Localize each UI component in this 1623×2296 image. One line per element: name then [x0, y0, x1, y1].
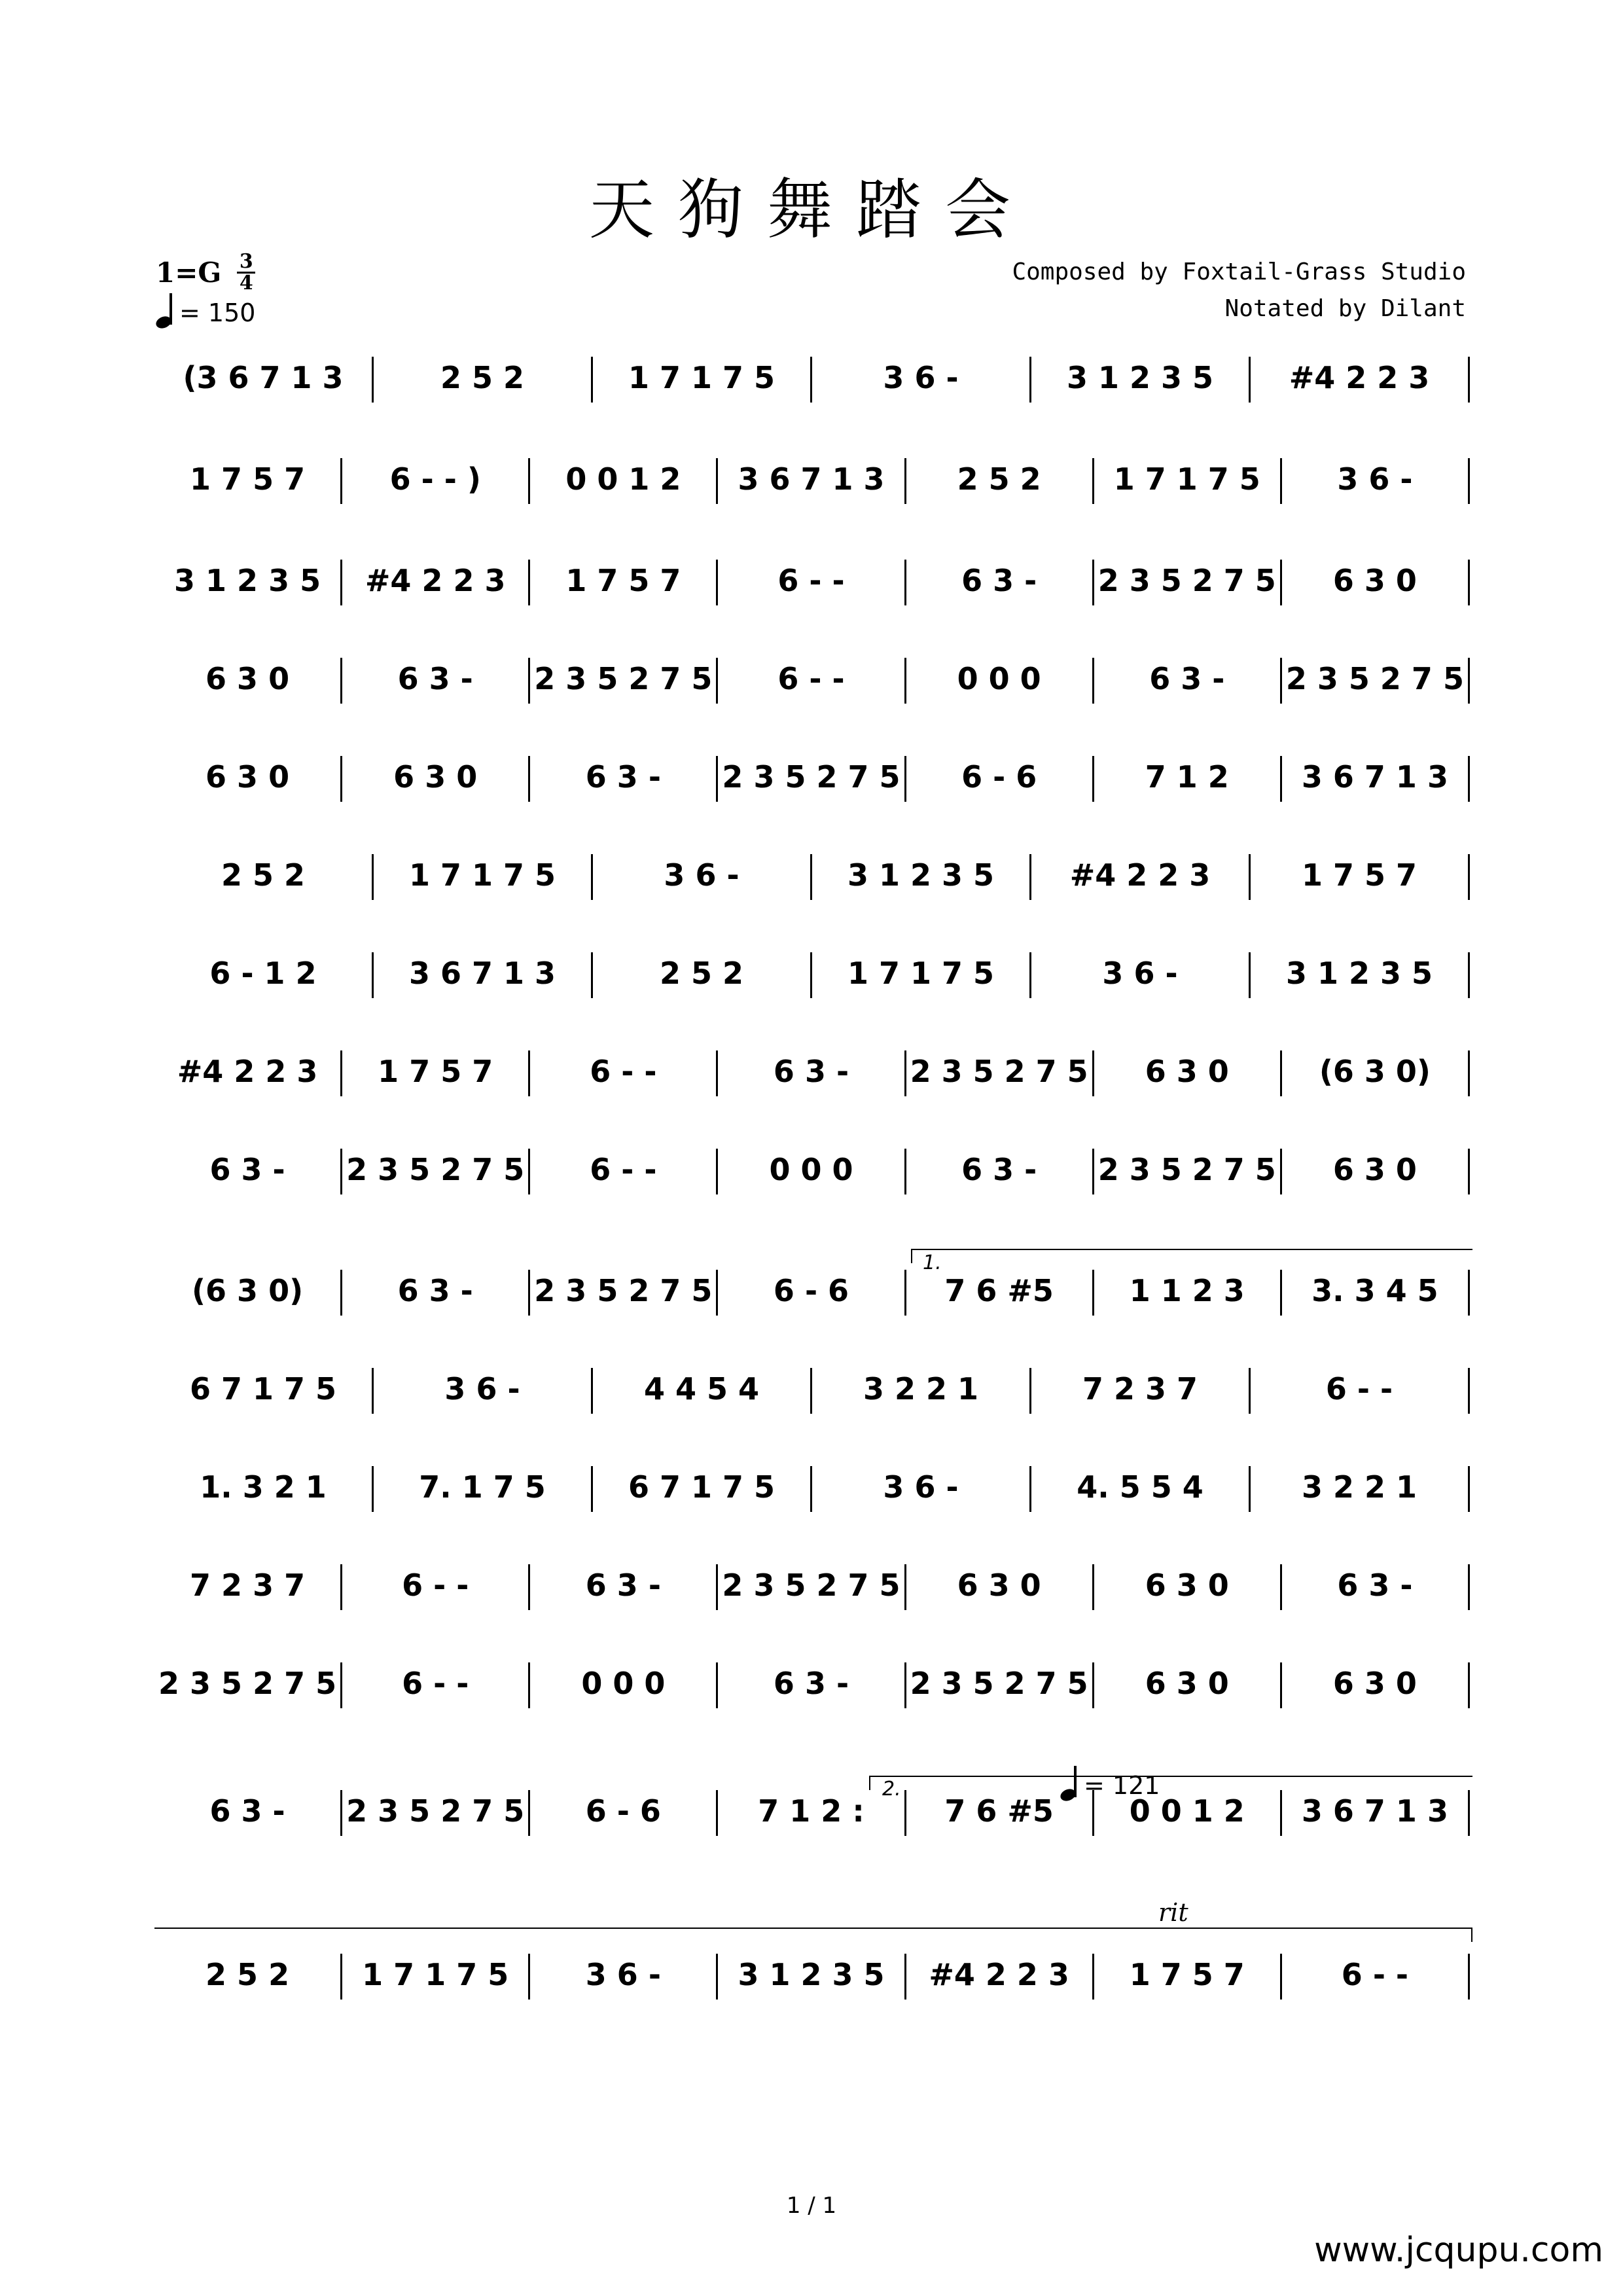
measure-notes: 6 3 0: [1145, 1054, 1229, 1089]
measure: [342, 1790, 530, 1836]
measure: [154, 756, 342, 802]
measure: [530, 1954, 718, 2000]
measure-notes: #4 2 2 3: [1069, 857, 1211, 893]
measure-notes: 1 7 1 7 5: [408, 857, 556, 893]
measure-notes: (6 3 0): [1319, 1054, 1431, 1089]
measure: [718, 1270, 906, 1316]
measure: [1282, 1954, 1470, 2000]
measure-notes: 0 0 1 2: [565, 461, 681, 497]
measure: [342, 1954, 530, 2000]
measure: [1282, 1790, 1470, 1836]
measure: [374, 357, 593, 403]
measure: [906, 1270, 1094, 1316]
key-signature: 1=G: [156, 257, 222, 289]
measure: [530, 1662, 718, 1708]
score-row: [154, 1368, 1470, 1414]
measure-notes: 3. 3 4 5: [1311, 1273, 1438, 1308]
measure-notes: 6 3 -: [209, 1152, 285, 1187]
measure-notes: 0 0 1 2: [1129, 1793, 1245, 1829]
measure: [154, 458, 342, 504]
measure-notes: 6 3 -: [1149, 661, 1225, 696]
score-row: [154, 1564, 1470, 1610]
measure-notes: 1 7 5 7: [378, 1054, 493, 1089]
measure: [1031, 1368, 1251, 1414]
measure: [1282, 756, 1470, 802]
measure: [1251, 854, 1470, 900]
measure: [1094, 1050, 1282, 1096]
measure-notes: #4 2 2 3: [929, 1957, 1069, 1992]
measure-notes: #4 2 2 3: [1289, 360, 1430, 395]
measure-notes: 2 5 2: [205, 1957, 290, 1992]
measure: [1251, 1466, 1470, 1512]
score-row: [154, 1954, 1470, 2000]
measure: [1031, 854, 1251, 900]
measure: [154, 1662, 342, 1708]
measure: [374, 952, 593, 998]
measure-notes: 2 3 5 2 7 5: [910, 1666, 1088, 1701]
measure-notes: 1 1 2 3: [1129, 1273, 1245, 1308]
measure-notes: #4 2 2 3: [177, 1054, 318, 1089]
measure-notes: 6 3 0: [957, 1568, 1041, 1603]
tempo-change: [1060, 1770, 1160, 1801]
measure: [1094, 1149, 1282, 1194]
measure: [342, 658, 530, 704]
measure-notes: 6 3 0: [393, 759, 478, 795]
measure: [530, 1050, 718, 1096]
measure-notes: 6 3 0: [1332, 1666, 1417, 1701]
measure-notes: 3 6 -: [664, 857, 740, 893]
measure-notes: 6 3 -: [961, 563, 1037, 598]
measure: [718, 756, 906, 802]
measure: [1094, 1270, 1282, 1316]
key-signature-block: [156, 252, 255, 293]
time-signature-top: 3: [239, 250, 253, 273]
measure-notes: 6 - -: [402, 1666, 469, 1701]
measure-notes: 6 - 1 2: [209, 956, 317, 991]
measure: [154, 1270, 342, 1316]
measure: [593, 357, 812, 403]
measure-notes: 2 5 2: [221, 857, 306, 893]
measure-notes: 2 3 5 2 7 5: [534, 1273, 713, 1308]
measure: [718, 1662, 906, 1708]
measure: [342, 756, 530, 802]
measure: [1031, 1466, 1251, 1512]
measure-notes: 3 2 2 1: [1301, 1469, 1418, 1505]
measure: [154, 1466, 374, 1512]
measure: [718, 458, 906, 504]
measure-notes: 6 3 0: [1332, 563, 1417, 598]
measure: [1282, 1050, 1470, 1096]
measure-notes: 1 7 1 7 5: [847, 956, 995, 991]
measure-notes: 2 3 5 2 7 5: [1097, 563, 1276, 598]
measure-notes: 1 7 1 7 5: [1113, 461, 1260, 497]
measure: [906, 458, 1094, 504]
measure: [1094, 1954, 1282, 2000]
measure-notes: 6 - -: [777, 563, 845, 598]
measure: [1282, 458, 1470, 504]
measure: [906, 756, 1094, 802]
measure: [154, 1149, 342, 1194]
measure: [1094, 560, 1282, 605]
measure: [342, 1050, 530, 1096]
measure: [374, 1368, 593, 1414]
measure: [342, 1149, 530, 1194]
measure-notes: 3 6 7 1 3: [738, 461, 885, 497]
measure-notes: 6 3 -: [773, 1666, 849, 1701]
measure-notes: 6 3 0: [1145, 1568, 1229, 1603]
measure: [154, 560, 342, 605]
measure: [812, 357, 1031, 403]
measure-notes: 1 7 1 7 5: [362, 1957, 509, 1992]
measure-notes: 6 7 1 7 5: [628, 1469, 776, 1505]
measure-notes: 2 3 5 2 7 5: [534, 661, 713, 696]
measure: [906, 1149, 1094, 1194]
measure: [154, 357, 374, 403]
measure-notes: 6 3 -: [209, 1793, 285, 1829]
measure: [342, 458, 530, 504]
measure: [530, 1564, 718, 1610]
measure: [530, 1790, 718, 1836]
measure-notes: 3 6 -: [883, 360, 959, 395]
measure: [812, 1466, 1031, 1512]
score-row: [154, 854, 1470, 900]
key-and-tempo: [156, 252, 255, 329]
measure-notes: 2 5 2: [440, 360, 525, 395]
measure: [1094, 458, 1282, 504]
measure-notes: 3 6 7 1 3: [1301, 1793, 1448, 1829]
credits: [1012, 254, 1466, 327]
measure: [530, 1149, 718, 1194]
measure-notes: 3 6 -: [444, 1371, 520, 1407]
measure: [593, 1368, 812, 1414]
measure: [718, 1564, 906, 1610]
measure: [374, 1466, 593, 1512]
measure-notes: 6 3 -: [397, 1273, 473, 1308]
measure: [1251, 1368, 1470, 1414]
time-signature-bottom: 4: [239, 272, 253, 295]
measure-notes: 0 0 0: [769, 1152, 853, 1187]
volta-2-label: 2.: [882, 1778, 901, 1801]
measure-notes: 2 3 5 2 7 5: [346, 1793, 525, 1829]
measure: [530, 560, 718, 605]
measure-notes: 6 - 6: [961, 759, 1037, 795]
score-row: [154, 1270, 1470, 1316]
measure-notes: 6 3 -: [961, 1152, 1037, 1187]
measure: [1282, 1149, 1470, 1194]
measure: [154, 658, 342, 704]
score-row: [154, 458, 1470, 504]
measure: [718, 1149, 906, 1194]
measure-notes: 2 3 5 2 7 5: [158, 1666, 337, 1701]
measure: [154, 854, 374, 900]
measure-notes: 3 6 -: [1102, 956, 1178, 991]
measure-notes: 6 - -: [777, 661, 845, 696]
measure-notes: 6 - -: [1341, 1957, 1409, 1992]
measure-notes: 6 - 6: [773, 1273, 849, 1308]
measure-notes: (3 6 7 1 3: [183, 360, 344, 395]
measure-notes: 1 7 5 7: [190, 461, 306, 497]
score-row: [154, 1466, 1470, 1512]
measure-notes: 7. 1 7 5: [419, 1469, 546, 1505]
measure-notes: 3 6 -: [1337, 461, 1413, 497]
measure: [718, 560, 906, 605]
measure-notes: 2 3 5 2 7 5: [910, 1054, 1088, 1089]
measure-notes: 4. 5 5 4: [1077, 1469, 1204, 1505]
measure-notes: 3 6 -: [883, 1469, 959, 1505]
measure: [342, 1564, 530, 1610]
measure: [342, 560, 530, 605]
measure: [718, 1954, 906, 2000]
volta-1-bracket: [911, 1249, 1472, 1263]
measure-notes: 1 7 5 7: [1129, 1957, 1245, 1992]
measure-notes: 3 6 7 1 3: [408, 956, 556, 991]
measure-notes: 3 1 2 3 5: [174, 563, 321, 598]
time-signature: [237, 252, 255, 293]
measure: [154, 952, 374, 998]
measure: [593, 952, 812, 998]
measure: [154, 1368, 374, 1414]
measure: [812, 952, 1031, 998]
volta-2-bracket: [869, 1776, 1472, 1790]
measure: [154, 1564, 342, 1610]
measure-notes: 2 5 2: [659, 956, 744, 991]
measure: [1094, 1564, 1282, 1610]
notator-credit: Notated by Dilant: [1224, 295, 1466, 322]
measure: [1094, 658, 1282, 704]
measure-notes: 6 - 6: [585, 1793, 661, 1829]
measure-notes: 6 3 0: [1332, 1152, 1417, 1187]
measure-notes: 6 3 -: [1337, 1568, 1413, 1603]
measure: [906, 1564, 1094, 1610]
volta-1-label: 1.: [923, 1251, 942, 1274]
measure-notes: 7 6 #5: [944, 1793, 1054, 1829]
measure: [154, 1050, 342, 1096]
measure: [1282, 560, 1470, 605]
measure-notes: 2 3 5 2 7 5: [1097, 1152, 1276, 1187]
rit-marking: rit: [1158, 1898, 1188, 1927]
measure-notes: 2 3 5 2 7 5: [722, 1568, 901, 1603]
measure: [154, 1954, 342, 2000]
measure: [530, 658, 718, 704]
measure-notes: 6 - - ): [389, 461, 481, 497]
measure: [530, 756, 718, 802]
measure-notes: 3 1 2 3 5: [847, 857, 995, 893]
measure-notes: 3 1 2 3 5: [1066, 360, 1214, 395]
tempo-marking: [156, 297, 255, 329]
measure: [812, 1368, 1031, 1414]
score-row: [154, 560, 1470, 605]
score-row: [154, 658, 1470, 704]
measure-notes: 6 - -: [402, 1568, 469, 1603]
measure-notes: 6 - -: [1325, 1371, 1393, 1407]
measure: [1094, 1662, 1282, 1708]
score-row: [154, 952, 1470, 998]
measure: [718, 1790, 906, 1836]
measure: [812, 854, 1031, 900]
site-url: www.jcqupu.com: [1314, 2231, 1603, 2270]
measure-notes: 7 2 3 7: [190, 1568, 306, 1603]
measure: [718, 658, 906, 704]
measure: [593, 1466, 812, 1512]
measure-notes: #4 2 2 3: [365, 563, 506, 598]
measure: [530, 1270, 718, 1316]
measure: [342, 1662, 530, 1708]
measure: [342, 1270, 530, 1316]
measure: [1031, 357, 1251, 403]
final-system-line: [154, 1928, 1472, 1942]
measure: [1251, 952, 1470, 998]
measure-notes: 6 3 0: [1145, 1666, 1229, 1701]
measure-notes: 0 0 0: [581, 1666, 666, 1701]
measure-notes: 1 7 5 7: [565, 563, 681, 598]
measure-notes: 2 5 2: [957, 461, 1041, 497]
measure-notes: 7 2 3 7: [1082, 1371, 1198, 1407]
measure: [1282, 658, 1470, 704]
measure-notes: 6 3 0: [205, 661, 290, 696]
measure-notes: 3 6 7 1 3: [1301, 759, 1448, 795]
measure-notes: 6 3 0: [205, 759, 290, 795]
measure-notes: 1. 3 2 1: [200, 1469, 327, 1505]
measure-notes: 7 1 2 :: [758, 1793, 865, 1829]
measure-notes: 1 7 1 7 5: [628, 360, 776, 395]
measure-notes: 4 4 5 4: [643, 1371, 760, 1407]
score-row: [154, 1149, 1470, 1194]
score-row: [154, 357, 1470, 403]
measure-notes: 3 6 -: [585, 1957, 661, 1992]
tempo-value: = 150: [179, 298, 256, 327]
measure: [906, 658, 1094, 704]
tempo-change-value: = 121: [1084, 1771, 1160, 1800]
measure-notes: (6 3 0): [192, 1273, 304, 1308]
measure: [1031, 952, 1251, 998]
measure-notes: 2 3 5 2 7 5: [722, 759, 901, 795]
measure: [1094, 756, 1282, 802]
measure-notes: 7 6 #5: [944, 1273, 1054, 1308]
measure-notes: 6 3 -: [773, 1054, 849, 1089]
measure-notes: 6 3 -: [585, 1568, 661, 1603]
measure-notes: 3 1 2 3 5: [1285, 956, 1433, 991]
score-row: [154, 1050, 1470, 1096]
measure: [906, 1050, 1094, 1096]
measure: [1282, 1662, 1470, 1708]
measure: [906, 1954, 1094, 2000]
score-row: [154, 1662, 1470, 1708]
score-row: [154, 1790, 1470, 1836]
measure-notes: 0 0 0: [957, 661, 1041, 696]
measure-notes: 1 7 5 7: [1301, 857, 1418, 893]
measure: [718, 1050, 906, 1096]
measure: [906, 1662, 1094, 1708]
measure: [593, 854, 812, 900]
measure: [530, 458, 718, 504]
page-title: 天狗舞踏会: [589, 171, 1034, 248]
score-row: [154, 756, 1470, 802]
measure-notes: 6 - -: [590, 1054, 657, 1089]
measure: [1251, 357, 1470, 403]
measure-notes: 3 1 2 3 5: [738, 1957, 885, 1992]
measure-notes: 6 3 -: [585, 759, 661, 795]
measure: [1282, 1270, 1470, 1316]
measure-notes: 3 2 2 1: [863, 1371, 979, 1407]
measure: [374, 854, 593, 900]
measure-notes: 6 3 -: [397, 661, 473, 696]
page-number: 1 / 1: [786, 2193, 837, 2219]
measure: [1282, 1564, 1470, 1610]
measure-notes: 2 3 5 2 7 5: [346, 1152, 525, 1187]
measure-notes: 7 1 2: [1145, 759, 1229, 795]
measure-notes: 6 7 1 7 5: [189, 1371, 337, 1407]
measure-notes: 6 - -: [590, 1152, 657, 1187]
measure-notes: 2 3 5 2 7 5: [1285, 661, 1464, 696]
measure: [906, 560, 1094, 605]
measure: [154, 1790, 342, 1836]
composer-credit: Composed by Foxtail-Grass Studio: [1012, 259, 1466, 285]
